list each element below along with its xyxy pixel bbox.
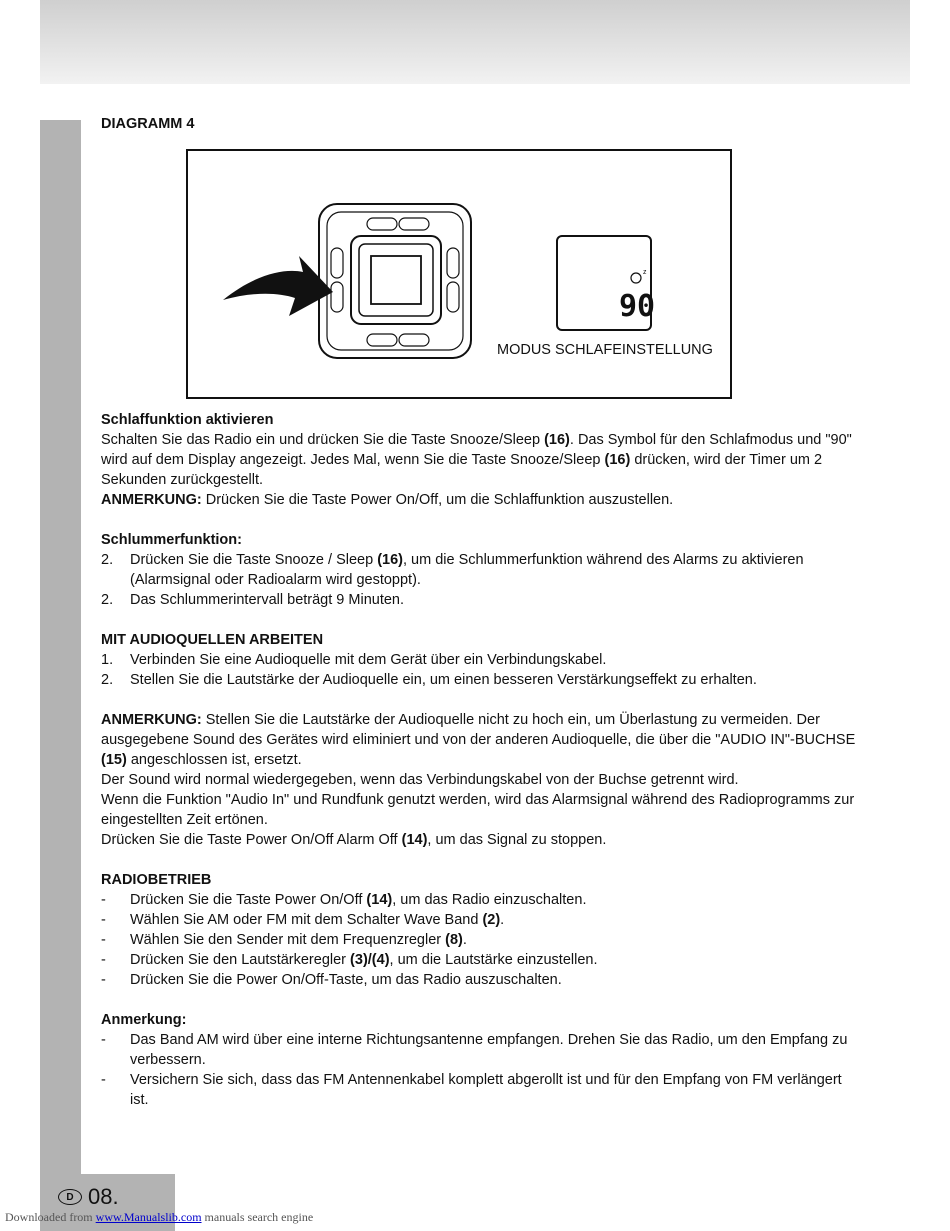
- page-number-text: 08.: [88, 1184, 119, 1209]
- diagram-title: DIAGRAMM 4: [101, 116, 195, 132]
- pointer-arrow: [223, 256, 333, 316]
- audio-line: Drücken Sie die Taste Power On/Off Alarm Off (14), um das Signal zu stoppen.: [101, 832, 607, 848]
- sleep-heading: Schlaffunktion aktivieren: [101, 412, 274, 428]
- download-note: Downloaded from www.Manualslib.com manuals search engine: [5, 1210, 314, 1224]
- manualslib-link[interactable]: www.Manualslib.com: [95, 1210, 202, 1224]
- language-badge: D: [58, 1189, 82, 1205]
- audio-note: ANMERKUNG: Stellen Sie die Lautstärke der Audioquelle nicht zu hoch ein, um Überlastung zu vermeiden. Der ausgegebene Sound des Gerätes wird eliminiert und von der anderen Audioquelle, die über die "AUDIO IN"-BUCHSE (15) angeschlossen ist, ersetzt.: [101, 712, 856, 768]
- list-item: 2. Drücken Sie die Taste Snooze / Sleep (16), um die Schlummerfunktion während des Alarms zu aktivieren (Alarmsignal oder Radioalarm wird gestoppt).: [101, 552, 804, 588]
- list-item: 2. Das Schlummerintervall beträgt 9 Minuten.: [101, 592, 405, 608]
- audio-line: Wenn die Funktion "Audio In" und Rundfunk genutzt werden, wird das Alarmsignal während des Radioprogramms zur eingestellten Zeit ertönen.: [101, 792, 855, 828]
- audio-line: Der Sound wird normal wiedergegeben, wenn das Verbindungskabel von der Buchse getrennt wird.: [101, 772, 739, 788]
- list-item: - Versichern Sie sich, dass das FM Antennenkabel komplett abgerollt ist und für den Empfang von FM verlängert ist.: [101, 1072, 842, 1108]
- page-content: [101, 114, 861, 1110]
- diagram-figure: [185, 148, 733, 400]
- list-item: - Drücken Sie den Lautstärkeregler (3)/(4), um die Lautstärke einzustellen.: [101, 952, 598, 968]
- diagram-caption: MODUS SCHLAFEINSTELLUNG: [497, 342, 713, 358]
- snooze-heading: Schlummerfunktion:: [101, 532, 242, 548]
- sleep-paragraph: Schalten Sie das Radio ein und drücken Sie die Taste Snooze/Sleep (16). Das Symbol für den Schlafmodus und "90" wird auf dem Display angezeigt. Jedes Mal, wenn Sie die Taste Snooze/Sleep (16) drücken, wird der Timer um 2 Sekunden zurückgestellt.: [101, 432, 852, 488]
- side-bar: [40, 120, 81, 1231]
- radio-heading: RADIOBETRIEB: [101, 872, 212, 888]
- list-item: - Das Band AM wird über eine interne Richtungsantenne empfangen. Drehen Sie das Radio, um den Empfang zu verbessern.: [101, 1032, 848, 1068]
- sleep-timer-value: 90: [619, 289, 656, 324]
- header-band: [40, 0, 910, 84]
- list-item: - Drücken Sie die Taste Power On/Off (14), um das Radio einzuschalten.: [101, 892, 587, 908]
- audio-heading: MIT AUDIOQUELLEN ARBEITEN: [101, 632, 324, 648]
- page-number: [58, 1184, 119, 1210]
- sleep-note: ANMERKUNG: Drücken Sie die Taste Power On/Off, um die Schlaffunktion auszustellen.: [101, 492, 674, 508]
- svg-text:z: z: [643, 269, 647, 276]
- list-item: - Wählen Sie AM oder FM mit dem Schalter Wave Band (2).: [101, 912, 505, 928]
- list-item: - Wählen Sie den Sender mit dem Frequenzregler (8).: [101, 932, 467, 948]
- list-item: 1. Verbinden Sie eine Audioquelle mit dem Gerät über ein Verbindungskabel.: [101, 652, 607, 668]
- list-item: 2. Stellen Sie die Lautstärke der Audioquelle ein, um einen besseren Verstärkungseffekt zu erhalten.: [101, 672, 757, 688]
- radio-diagram: [185, 148, 733, 400]
- remark-heading: Anmerkung:: [101, 1012, 187, 1028]
- list-item: - Drücken Sie die Power On/Off-Taste, um das Radio auszuschalten.: [101, 972, 562, 988]
